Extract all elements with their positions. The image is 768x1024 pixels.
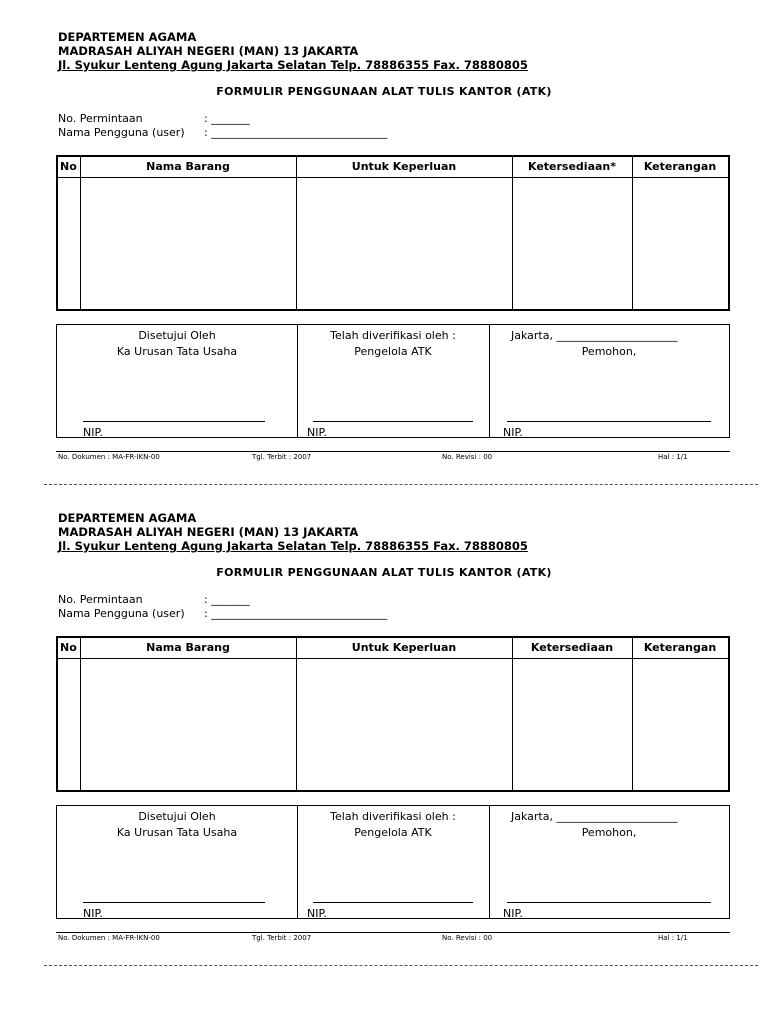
nip-label: NIP.	[503, 907, 523, 920]
signature-line[interactable]	[313, 902, 473, 903]
header-address: Jl. Syukur Lenteng Agung Jakarta Selatan Telp. 78886355 Fax. 78880805	[58, 539, 528, 553]
footer-revision: No. Revisi : 00	[442, 453, 493, 461]
header-no: No	[60, 160, 77, 173]
form-title: FORMULIR PENGGUNAAN ALAT TULIS KANTOR (ATK)	[216, 85, 552, 98]
header-no: No	[60, 641, 77, 654]
header-ketersediaan: Ketersediaan	[530, 641, 614, 654]
field-nama-pengguna[interactable]	[58, 126, 387, 139]
place-date: Jakarta, ______________________	[511, 810, 678, 823]
approver-role: Ka Urusan Tata Usaha	[116, 345, 238, 358]
footer-revision: No. Revisi : 00	[442, 934, 493, 942]
applicant-role: Pemohon,	[581, 345, 637, 358]
signature-line[interactable]	[83, 902, 265, 903]
verifier-title: Telah diverifikasi oleh :	[330, 329, 456, 342]
footer-issue-date: Tgl. Terbit : 2007	[252, 934, 312, 942]
column-divider	[632, 157, 633, 309]
column-divider	[512, 638, 513, 790]
approver-title: Disetujui Oleh	[138, 329, 216, 342]
field-label: Nama Pengguna (user)	[58, 607, 185, 620]
header-department: DEPARTEMEN AGAMA	[58, 511, 197, 525]
footer-doc-no: No. Dokumen : MA-FR-IKN-00	[58, 453, 160, 461]
approval-block	[56, 805, 730, 919]
header-department: DEPARTEMEN AGAMA	[58, 30, 197, 44]
column-divider	[80, 638, 81, 790]
footer-issue-date: Tgl. Terbit : 2007	[252, 453, 312, 461]
nip-label: NIP.	[503, 426, 523, 439]
header-keterangan: Keterangan	[643, 641, 717, 654]
header-ketersediaan: Ketersediaan*	[527, 160, 617, 173]
field-value: : ________________________________	[204, 607, 388, 620]
field-no-permintaan[interactable]	[58, 112, 250, 125]
header-school: MADRASAH ALIYAH NEGERI (MAN) 13 JAKARTA	[58, 44, 359, 58]
atk-form-1	[0, 0, 768, 482]
atk-form-2	[0, 481, 768, 963]
signature-line[interactable]	[313, 421, 473, 422]
signature-line[interactable]	[83, 421, 265, 422]
column-divider	[80, 157, 81, 309]
approver-role: Ka Urusan Tata Usaha	[116, 826, 238, 839]
field-value: : ________________________________	[204, 126, 388, 139]
verifier-role: Pengelola ATK	[354, 826, 432, 839]
column-divider	[632, 638, 633, 790]
footer-page: Hal : 1/1	[658, 934, 688, 942]
header-address: Jl. Syukur Lenteng Agung Jakarta Selatan Telp. 78886355 Fax. 78880805	[58, 58, 528, 72]
footer-divider	[56, 932, 730, 933]
footer-doc-no: No. Dokumen : MA-FR-IKN-00	[58, 934, 160, 942]
approver-title: Disetujui Oleh	[138, 810, 216, 823]
footer-divider	[56, 451, 730, 452]
signature-line[interactable]	[507, 902, 711, 903]
signature-line[interactable]	[507, 421, 711, 422]
field-value: : _______	[204, 593, 250, 606]
items-table	[56, 636, 730, 792]
column-divider	[296, 638, 297, 790]
verifier-title: Telah diverifikasi oleh :	[330, 810, 456, 823]
footer-page: Hal : 1/1	[658, 453, 688, 461]
nip-label: NIP.	[307, 907, 327, 920]
approval-block	[56, 324, 730, 438]
column-divider	[489, 806, 490, 918]
header-nama-barang: Nama Barang	[146, 160, 230, 173]
column-divider	[489, 325, 490, 437]
field-value: : _______	[204, 112, 250, 125]
header-untuk-keperluan: Untuk Keperluan	[351, 160, 457, 173]
field-label: Nama Pengguna (user)	[58, 126, 185, 139]
header-school: MADRASAH ALIYAH NEGERI (MAN) 13 JAKARTA	[58, 525, 359, 539]
nip-label: NIP.	[83, 907, 103, 920]
field-label: No. Permintaan	[58, 593, 143, 606]
column-divider	[512, 157, 513, 309]
field-no-permintaan[interactable]	[58, 593, 250, 606]
cut-line	[44, 965, 758, 966]
column-divider	[296, 157, 297, 309]
form-title: FORMULIR PENGGUNAAN ALAT TULIS KANTOR (ATK)	[216, 566, 552, 579]
nip-label: NIP.	[83, 426, 103, 439]
nip-label: NIP.	[307, 426, 327, 439]
place-date: Jakarta, ______________________	[511, 329, 678, 342]
header-nama-barang: Nama Barang	[146, 641, 230, 654]
header-keterangan: Keterangan	[643, 160, 717, 173]
applicant-role: Pemohon,	[581, 826, 637, 839]
header-untuk-keperluan: Untuk Keperluan	[351, 641, 457, 654]
items-table	[56, 155, 730, 311]
verifier-role: Pengelola ATK	[354, 345, 432, 358]
field-nama-pengguna[interactable]	[58, 607, 387, 620]
field-label: No. Permintaan	[58, 112, 143, 125]
